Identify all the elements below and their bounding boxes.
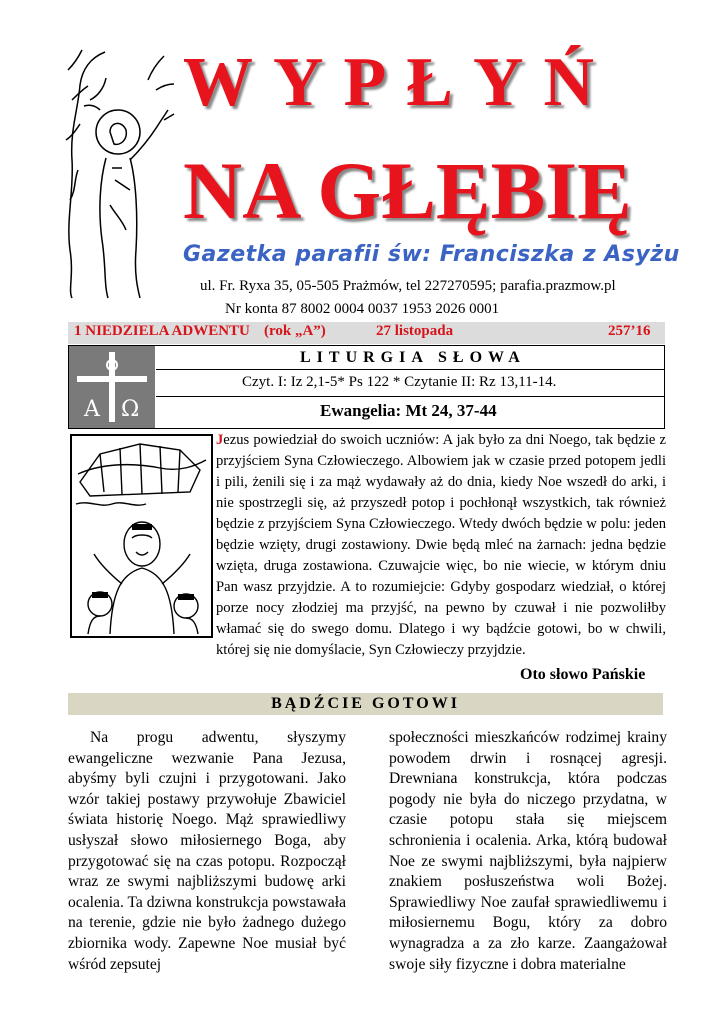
article-column-2 xyxy=(389,728,667,975)
bank-account: Nr konta 87 8002 0004 0037 1953 2026 0001 xyxy=(225,301,500,317)
sunday-label: 1 NIEDZIELA ADWENTU xyxy=(74,323,250,339)
image-float-spacer xyxy=(70,430,216,642)
issue-number: 257’16 xyxy=(608,323,651,339)
parish-address: ul. Fr. Ryxa 35, 05-505 Prażmów, tel 227270595; parafia.prazmow.pl xyxy=(200,278,616,294)
gospel-body: ezus powiedział do swoich uczniów: A jak było za dni Noego, tak będzie z przyjściem Syna Człowieczego. Albowiem jak w czasie przed potopem jedli i pili, żenili się i za mąż wydawały aż do dnia, kiedy Noe wszedł do arki, i nie spostrzegli się, aż przyszedł potop i pochłonął wszystkich, tak również będzie z przyjściem Syna Człowieczego. Wtedy dwóch będzie w polu: jeden będzie wzięty, drugi zostawiony. Dwie będą mleć na żarnach: jedna będzie wzięta, druga zostawiona. Czuwajcie więc, bo nie wiecie, w którym dniu Pan wasz przyjdzie. A to rozumiejcie: Gdyby gospodarz wiedział, o której porze nocy złodziej ma przyjść, na pewno by czuwał i nie pozwoliłby włamać się do swego domu. Dlatego i wy bądźcie gotowi, bo w chwili, której się nie domyślacie, Syn Człowieczy przyjdzie. xyxy=(216,432,666,658)
info-strip xyxy=(68,322,665,344)
gospel-reference: Ewangelia: Mt 24, 37-44 xyxy=(320,401,497,420)
article-column-1 xyxy=(68,728,346,975)
svg-text:A: A xyxy=(84,397,100,422)
article-paragraph: społeczności mieszkańców rodzimej krainy powodem drwin i rosnącej agresji. Drewniana konstrukcja, która podczas pogody nie była do niczego przydatna, w czasie potopu stała się miejscem schronienia i ocalenia. Arka, którą budował Noe ze swymi najbliższymi, była najpierw znakiem posłuszeństwa woli Bożej. Sprawiedliwy Noe zaufał sprawiedliwemu i miłosiernemu Bogu, który za dobro wynagradza a za zło karze. Zaangażował swoje siły fizyczne i dobra materialne xyxy=(389,729,667,973)
readings-reference: Czyt. I: Iz 2,1-5* Ps 122 * Czytanie II: Rz 13,11-14. xyxy=(242,374,557,390)
gospel-initial: J xyxy=(216,432,224,448)
masthead-title-line1: WYPŁYŃ xyxy=(183,44,615,121)
st-francis-illustration xyxy=(60,40,180,300)
svg-text:Ω: Ω xyxy=(121,397,140,422)
divider xyxy=(156,396,664,397)
article-paragraph: Na progu adwentu, słyszymy ewangeliczne wezwanie Pana Jezusa, abyśmy byli czujni i przygotowani. Jako wzór takiej postawy przywołuje Zbawiciel świata historię Noego. Mąż sprawiedliwy usłyszał słowo miłosiernego Boga, aby przygotować się na czas potopu. Rozpoczął wraz ze swymi najbliższymi budowę arki ocalenia. Ta dziwna konstrukcja powstawała na terenie, gdzie nie było żadnego dużego zbiornika wody. Zapewne Noe musiał być wśród zepsutej xyxy=(68,729,346,973)
liturgy-title: LITURGIA SŁOWA xyxy=(300,349,526,366)
gospel-text xyxy=(70,430,666,661)
liturgical-year: (rok „A”) xyxy=(264,323,326,339)
article-title: BĄDŹCIE GOTOWI xyxy=(271,695,460,712)
divider xyxy=(156,369,664,370)
masthead-title-line2: NA GŁĘBIĘ xyxy=(183,145,632,236)
alpha-omega-cross-icon xyxy=(69,346,155,428)
masthead-subtitle: Gazetka parafii św: Franciszka z Asyżu xyxy=(183,242,680,267)
gospel-closing: Oto słowo Pańskie xyxy=(520,666,646,683)
issue-date: 27 listopada xyxy=(376,323,454,339)
